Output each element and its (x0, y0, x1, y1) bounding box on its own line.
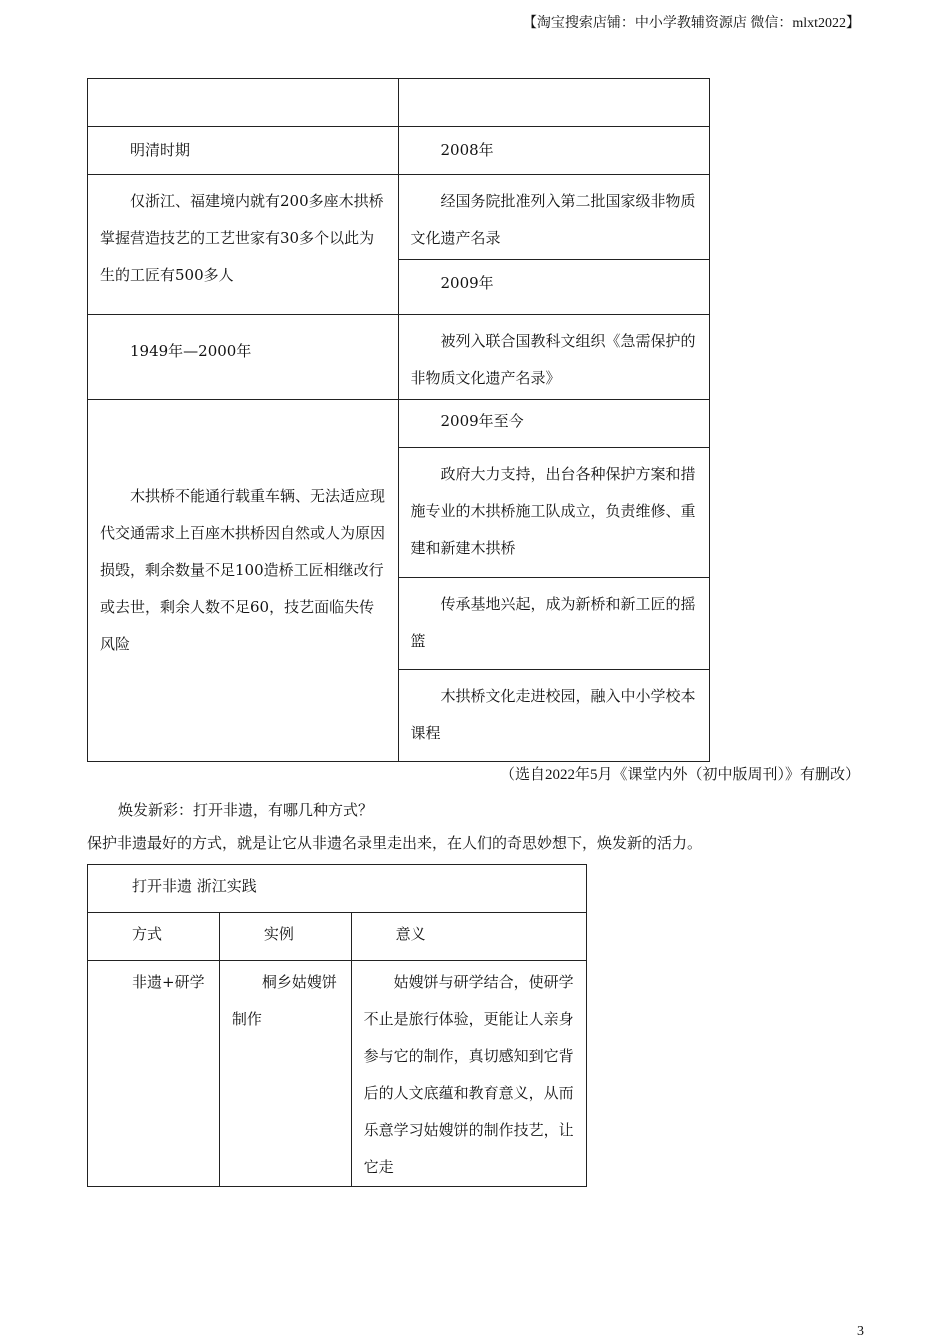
question-paragraph: 焕发新彩：打开非遗，有哪几种方式？ (118, 801, 374, 819)
table-row (88, 127, 710, 175)
page-header: 【淘宝搜索店铺：中小学教辅资源店 微信：mlxt2022】 (522, 16, 860, 31)
table-cell: 姑嫂饼与研学结合，使研学不止是旅行体验，更能让人亲身参与它的制作，真切感知到它背后的人文底蕴和教育意义，从而乐意学习姑嫂饼的制作技艺，让它走 (351, 961, 586, 1187)
table-cell: 2009年 (398, 260, 710, 315)
table-cell: 桐乡姑嫂饼制作 (219, 961, 351, 1187)
table-row (88, 400, 710, 448)
source-citation: （选自2022年5月《课堂内外（初中版周刊）》有删改） (499, 767, 860, 783)
table-cell: 明清时期 (88, 127, 399, 175)
table-title: 打开非遗 浙江实践 (88, 865, 587, 913)
table-cell: 2009年至今 (398, 400, 710, 448)
table-cell (398, 79, 710, 127)
column-header: 方式 (88, 913, 220, 961)
column-header: 实例 (219, 913, 351, 961)
table-cell: 2008年 (398, 127, 710, 175)
table-header-row (88, 913, 587, 961)
page-number: 3 (857, 1324, 864, 1339)
table-cell: 1949年—2000年 (88, 315, 399, 400)
table-cell: 仅浙江、福建境内就有200多座木拱桥掌握营造技艺的工艺世家有30多个以此为生的工匠有500多人 (88, 175, 399, 315)
table-cell: 木拱桥文化走进校园，融入中小学校本课程 (398, 670, 710, 762)
table-cell: 木拱桥不能通行载重车辆、无法适应现代交通需求上百座木拱桥因自然或人为原因损毁，剩余数量不足100造桥工匠相继改行或去世，剩余人数不足60，技艺面临失传风险 (88, 400, 399, 762)
table-row (88, 961, 587, 1187)
table-row (88, 79, 710, 127)
table-cell (88, 79, 399, 127)
body-paragraph: 保护非遗最好的方式，就是让它从非遗名录里走出来，在人们的奇思妙想下，焕发新的活力。 (87, 834, 703, 852)
table-row (88, 175, 710, 260)
timeline-table (87, 78, 710, 762)
table-cell: 传承基地兴起，成为新桥和新工匠的摇篮 (398, 578, 710, 670)
table-cell: 被列入联合国教科文组织《急需保护的非物质文化遗产名录》 (398, 315, 710, 400)
table-cell: 经国务院批准列入第二批国家级非物质文化遗产名录 (398, 175, 710, 260)
table-row (88, 315, 710, 400)
column-header: 意义 (351, 913, 586, 961)
table-title-row (88, 865, 587, 913)
practice-table (87, 864, 587, 1187)
table-cell: 非遗+研学 (88, 961, 220, 1187)
table-cell: 政府大力支持，出台各种保护方案和措施专业的木拱桥施工队成立，负责维修、重建和新建木拱桥 (398, 448, 710, 578)
